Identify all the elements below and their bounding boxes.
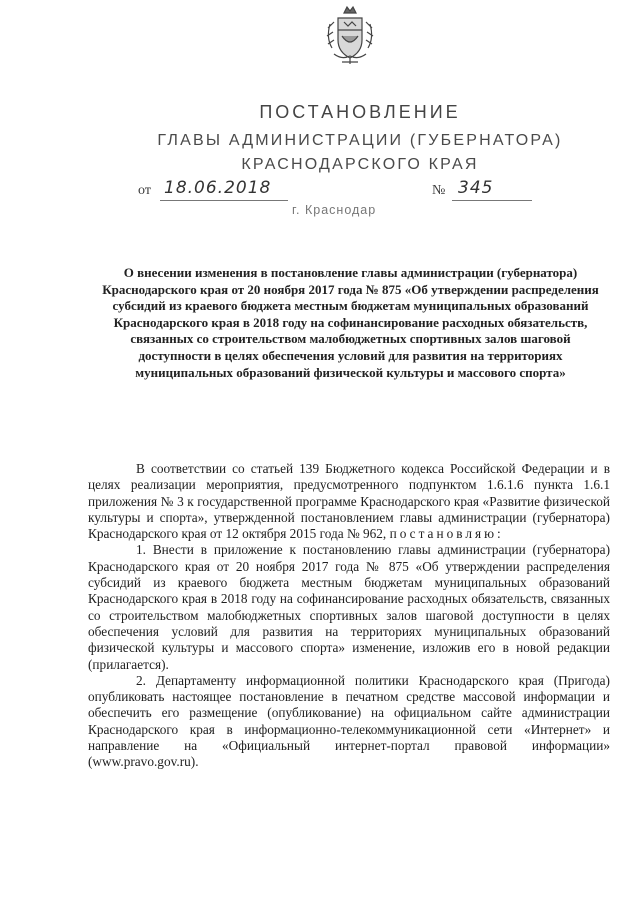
- number-underline: [452, 200, 532, 201]
- city-label: г. Краснодар: [292, 203, 377, 217]
- issuer-line-1: ГЛАВЫ АДМИНИСТРАЦИИ (ГУБЕРНАТОРА): [157, 132, 563, 149]
- coat-of-arms-emblem: [322, 4, 378, 66]
- preamble-text: В соответствии со статьей 139 Бюджетного кодекса Российской Федерации и в целях реализации мероприятия, предусмотренного подпунктом 1.6.1.6 пункта 1.6.1 приложения № 3 к государственной программе Краснодарского края «Развитие физической культуры и спорта», утвержденной постановлением главы администрации (губернатора) Краснодарского края от 12 октября 2015 года № 962,: [88, 461, 610, 542]
- preamble-paragraph: [88, 461, 610, 542]
- issuer-line-2: КРАСНОДАРСКОГО КРАЯ: [241, 156, 479, 173]
- document-heading: О внесении изменения в постановление главы администрации (губернатора) Краснодарского края от 20 ноября 2017 года № 875 «Об утверждении распределения субсидий из краевого бюджета местным бюджетам муниципальных образований Краснодарского края в 2018 году на софинансирование расходных обязательств, связанных со строительством малобюджетных спортивных залов шаговой доступности в целях обеспечения условий для развития на территориях муниципальных образований физической культуры и массового спорта»: [102, 265, 599, 380]
- clause-2-paragraph: 2. Департаменту информационной политики Краснодарского края (Пригода) опубликовать настоящее постановление в печатном средстве массовой информации и обеспечить его размещение (опубликование) на официальном сайте администрации Краснодарского края в информационно-телекоммуникационной сети «Интернет» и направление на «Официальный интернет-портал правовой информации» (www.pravo.gov.ru).: [88, 672, 610, 770]
- document-type-title: ПОСТАНОВЛЕНИЕ: [259, 102, 461, 122]
- decree-word: постановляю:: [389, 526, 504, 542]
- document-date: 18.06.2018: [164, 178, 272, 198]
- document-body: [88, 461, 610, 771]
- date-underline: [160, 200, 288, 201]
- number-prefix: №: [432, 183, 446, 198]
- document-header: [100, 102, 620, 174]
- clause-1-paragraph: 1. Внести в приложение к постановлению главы администрации (губернатора) Краснодарского края от 20 ноября 2017 года № 875 «Об утверждении распределения субсидий из краевого бюджета местным бюджетам муниципальных образований Краснодарского края в 2018 году на софинансирование расходных обязательств, связанных со строительством малобюджетных спортивных залов шаговой доступности в целях обеспечения условий для развития на территориях муниципальных образований физической культуры и массового спорта» изменение, изложив его в новой редакции (прилагается).: [88, 542, 610, 672]
- document-number: 345: [458, 178, 494, 198]
- date-prefix: от: [138, 183, 151, 198]
